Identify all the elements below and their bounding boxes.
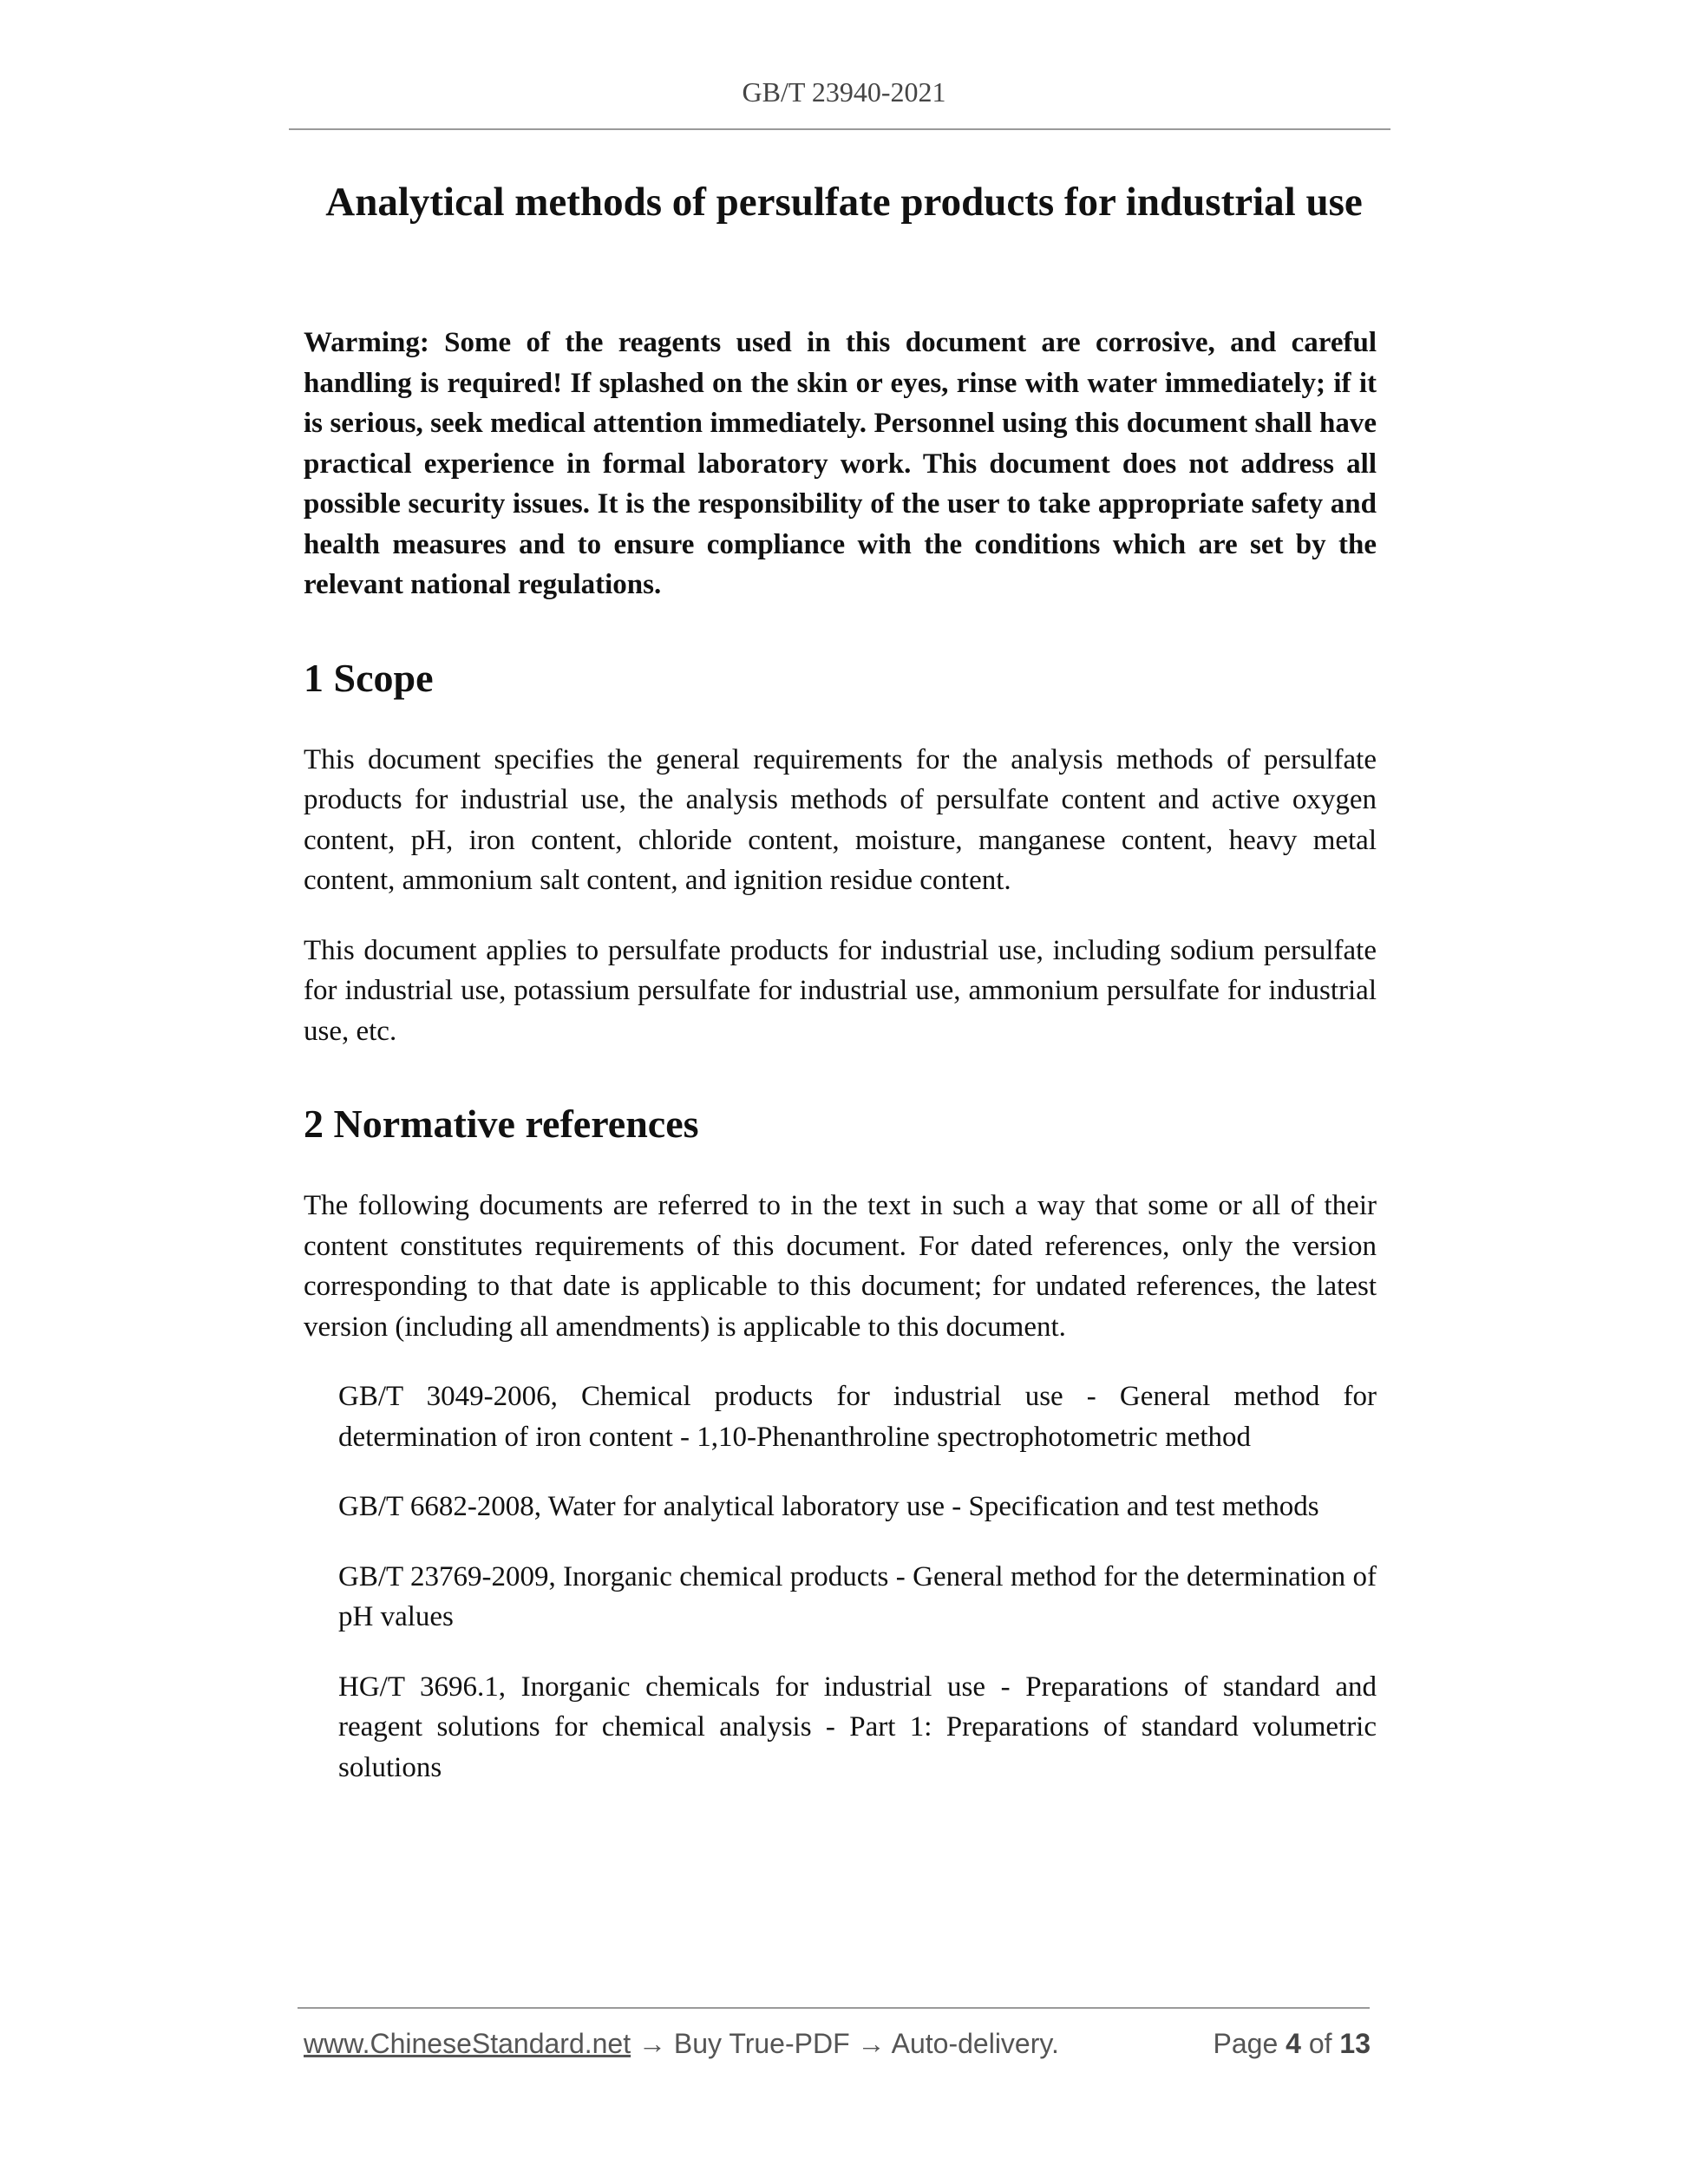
scope-paragraph-2: This document applies to persulfate products for industrial use, including sodium persulfate for industrial use, potassium persulfate for industrial use, ammonium persulfate for industrial use, etc.: [304, 934, 1377, 1047]
page-total: 13: [1339, 2028, 1371, 2059]
warning-paragraph: Warming: Some of the reagents used in this document are corrosive, and careful handling is required! If splashed on the skin or eyes, rinse with water immediately; if it is serious, seek medical attention immediately. Personnel using this document shall have practical experience in formal laboratory work. This document does not address all possible security issues. It is the responsibility of the user to take appropriate safety and health measures and to ensure compliance with the conditions which are set by the relevant national regulations.: [304, 327, 1377, 600]
scope-paragraph-1: This document specifies the general requirements for the analysis methods of persulfate products for industrial use, the analysis methods of persulfate content and active oxygen content, pH, iron content, chloride content, moisture, manganese content, heavy metal content, ammonium salt content, and ignition residue content.: [304, 743, 1377, 897]
document-body: [304, 323, 1377, 1817]
page-current: 4: [1286, 2028, 1301, 2059]
footer-website-link[interactable]: www.ChineseStandard.net: [304, 2028, 631, 2059]
document-title: Analytical methods of persulfate products for industrial use: [325, 180, 1363, 225]
reference-item-gbt-3049: GB/T 3049-2006, Chemical products for industrial use - General method for determination of iron content - 1,10-Phenanthroline spectrophotometric method: [338, 1381, 1377, 1453]
page-number: [1214, 2028, 1371, 2060]
footer-promo: [304, 2028, 1059, 2060]
header-divider: [289, 128, 1390, 130]
references-intro-paragraph: The following documents are referred to in the text in such a way that some or all of their content constitutes requirements of this document. For dated references, only the version corresponding to that date is applicable to this document; for undated references, the latest version (including all amendments) is applicable to this document.: [304, 1190, 1377, 1343]
section-heading-scope: 1 Scope: [304, 655, 434, 700]
reference-item-gbt-23769: GB/T 23769-2009, Inorganic chemical products - General method for the determination of pH values: [338, 1560, 1377, 1633]
reference-item-gbt-6682: GB/T 6682-2008, Water for analytical laboratory use - Specification and test methods: [338, 1491, 1319, 1523]
reference-item-hgt-3696: HG/T 3696.1, Inorganic chemicals for industrial use - Preparations of standard and reagent solutions for chemical analysis - Part 1: Preparations of standard volumetric solutions: [338, 1671, 1377, 1783]
footer-promo-text: → Buy True-PDF → Auto-delivery.: [631, 2028, 1059, 2059]
header-standard-code: GB/T 23940-2021: [742, 76, 946, 108]
page-prefix: Page: [1213, 2028, 1286, 2059]
section-heading-normative-references: 2 Normative references: [304, 1102, 699, 1147]
footer-divider: [298, 2007, 1370, 2009]
page-of: of: [1300, 2028, 1340, 2059]
